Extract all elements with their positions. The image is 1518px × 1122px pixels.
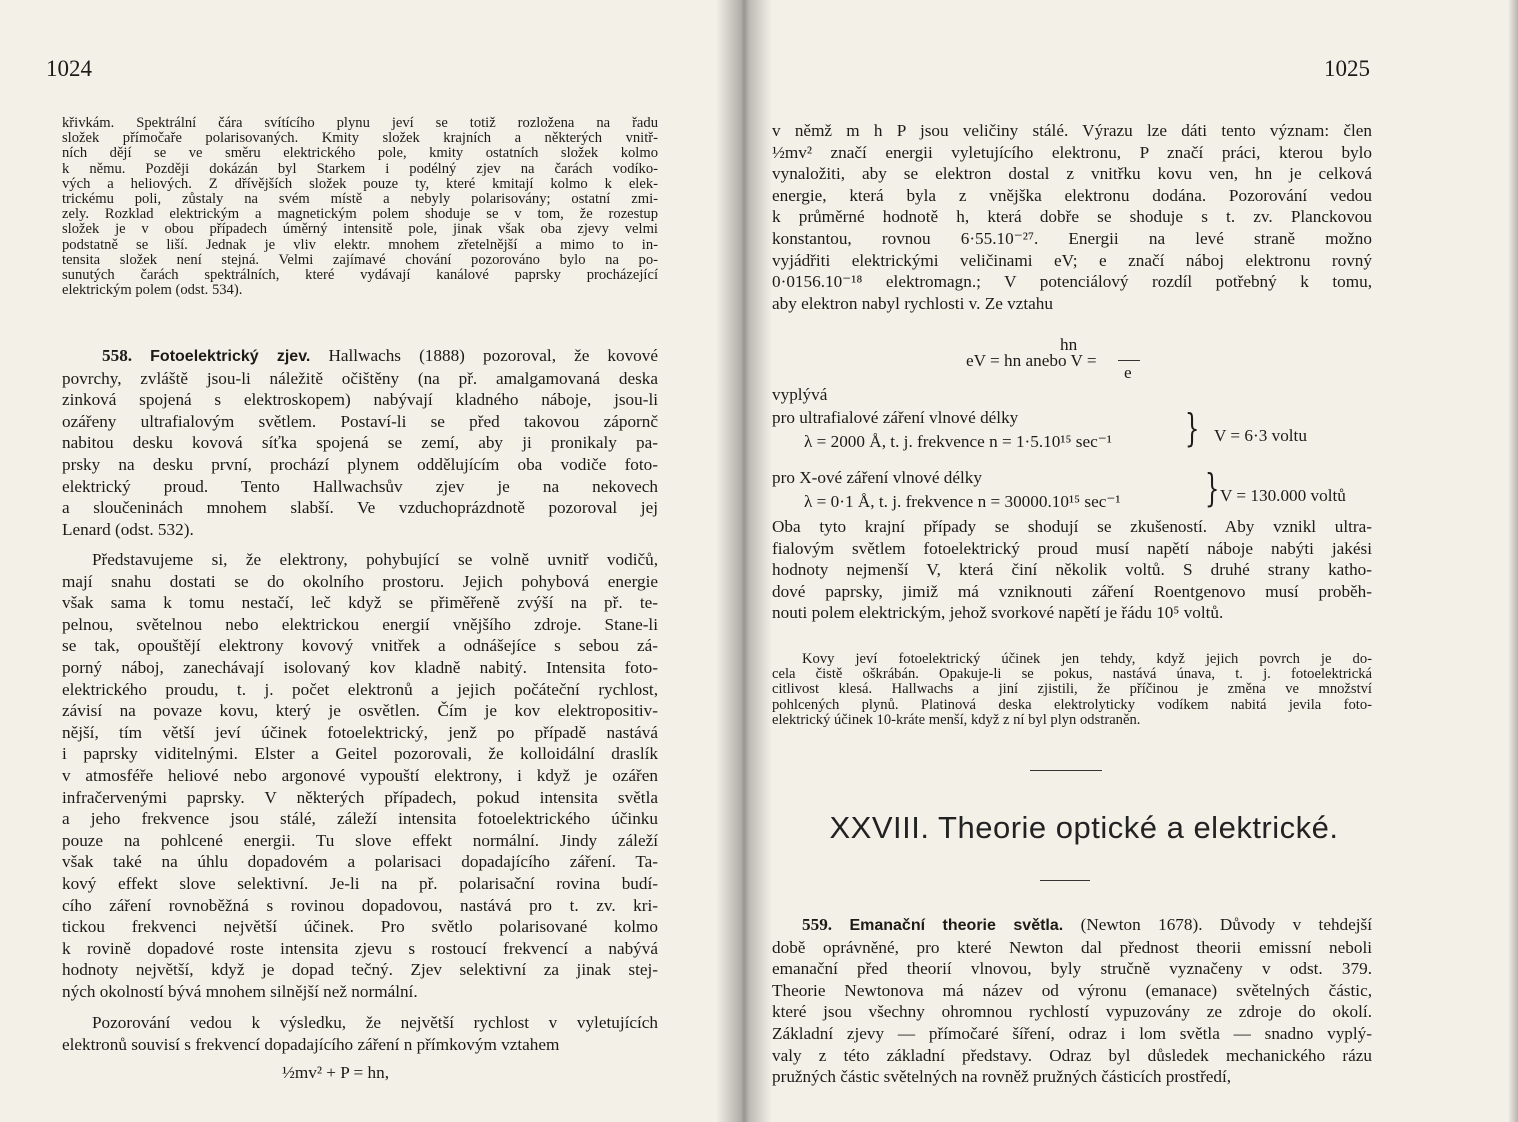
text-line: elektrický účinek 10-kráte menší, když z ní byl plyn odstraněn. xyxy=(772,711,1141,728)
text-line: dové paprsky, jimiž má vzniknouti záření Roentgenovo musí proběh- xyxy=(772,581,1372,601)
text-line: a jeho frekvence jsou stálé, záleží intensita fotoelektrického účinku xyxy=(62,809,658,829)
text-line: zinková spojená s elektroskopem) nabývají kladného náboje, jsou-li xyxy=(62,390,658,410)
text-line: infračervenými paprsky. V některých případech, pokud intensita světla xyxy=(62,787,658,807)
text-line: 0·0156.10⁻¹⁸ elektromagn.; V potenciálový rozdíl potřebný k tomu, xyxy=(772,272,1372,292)
footnote-block xyxy=(772,652,1372,728)
text-line: hodnoty největší, když je dopad tečný. Zjev selektivní za jinak stej- xyxy=(62,960,658,980)
text-line: emanační před theorií vlnovou, byly stručně vyznačeny v odst. 379. xyxy=(772,959,1372,979)
text-line: podstatně se liší. Jednak je vliv elektr. mnohem zřetelnější a mimo to in- xyxy=(62,236,658,253)
page-number-right: 1025 xyxy=(1324,56,1370,81)
text-line: prsky na desku první, prochází plynem oddělujícím oba vodiče foto- xyxy=(62,454,658,474)
text-line: ných okolností bývá mnohem silnější než normální. xyxy=(62,981,418,1001)
xray-result: V = 130.000 voltů xyxy=(1220,486,1346,505)
text-line: době oprávněné, pro které Newton dal přednost theorii emissní neboli xyxy=(772,937,1372,957)
left-formula: ½mv² + P = hn, xyxy=(282,1063,389,1082)
section-558-body xyxy=(62,368,658,541)
text-line: aby elektron nabyl rychlosti v. Ze vztahu xyxy=(772,293,1053,313)
eq-numerator: hn xyxy=(1060,335,1078,354)
text-line: Kovy jeví fotoelektrický účinek jen tehdy, když jejich povrch je do- xyxy=(802,651,1372,667)
text-line: valy z této základní představy. Odraz byl důsledek mechanického rázu xyxy=(772,1045,1372,1065)
text-line: cího záření rovnoběžná s rovinou dopadovou, nastává pro t. zv. kri- xyxy=(62,895,658,915)
text-line: nější, tím větší jeví účinek fotoelektrický, jenž po případě nastává xyxy=(62,722,658,742)
left-paragraph-4 xyxy=(62,1012,658,1055)
text-line: k průměrné hodnotě h, která dobře se shoduje s t. zv. Planckovou xyxy=(772,207,1372,227)
left-page xyxy=(0,0,744,1122)
section-559-number: 559. xyxy=(802,915,833,934)
section-559-first-line: (Newton 1678). Důvody v tehdejší xyxy=(1080,915,1373,934)
section-559-body xyxy=(772,937,1372,1088)
right-paragraph-2 xyxy=(772,516,1372,624)
text-line: složek přímočaře polarisovaných. Kmity složek krajních a některých vnitř- xyxy=(62,130,658,147)
divider-top xyxy=(1030,770,1102,771)
text-line: však sama k tomu nestačí, leč když se přiměřeně zvýší na př. te- xyxy=(62,593,658,613)
eq-denominator: e xyxy=(1124,363,1132,382)
text-line: kový effekt slove selektivní. Je-li na př. polarisační rovina budí- xyxy=(62,873,658,893)
text-line: elektrickým polem (odst. 534). xyxy=(62,282,243,299)
text-line: porný náboj, zanechávají isolovaný kov kladně nabitý. Intensita foto- xyxy=(62,657,658,677)
text-line: povrchy, zvláště jsou-li náležitě očištěny (na př. amalgamovaná deska xyxy=(62,368,658,388)
text-line: pohlcených plynů. Platinová deska elektrolyticky vodíkem nabitá jevila foto- xyxy=(772,696,1372,713)
section-559-heading xyxy=(772,914,1372,937)
xray-label: pro X-ové záření vlnové délky xyxy=(772,468,982,487)
right-paragraph-1 xyxy=(772,120,1372,314)
text-line: nouti polem elektrickým, jehož svorkové napětí je řádu 10⁵ voltů. xyxy=(772,603,1224,623)
text-line: pružných částic světelných na rovněž pružných částicích prostředí, xyxy=(772,1067,1232,1087)
left-paragraph-1 xyxy=(62,116,658,298)
text-line: se tak, opouštějí elektrony kovový vnitřek a odnášejíce s sebou zá- xyxy=(62,636,658,656)
text-line: vynaložiti, aby se elektron dostal z vnitřku kovu ven, hn je celková xyxy=(772,164,1372,184)
text-line: Lenard (odst. 532). xyxy=(62,519,194,539)
divider-bottom xyxy=(1040,880,1090,881)
text-line: elektrického proudu, t. j. počet elektronů a jejich počáteční rychlost, xyxy=(62,679,658,699)
text-line: energie, která byla z vnějška elektronu dodána. Pozorování vedou xyxy=(772,185,1372,205)
text-line: k rovině dopadové roste intensita zjevu s rostoucí frekvencí a nabývá xyxy=(62,938,658,958)
vyplyva-text: vyplývá xyxy=(772,385,828,404)
uv-label: pro ultrafialové záření vlnové délky xyxy=(772,408,1019,427)
section-558-title: Fotoelektrický zjev. xyxy=(150,348,311,365)
section-559-title: Emanační theorie světla. xyxy=(849,917,1064,934)
chapter-title: XXVIII. Theorie optické a elektrické. xyxy=(829,810,1339,845)
text-line: složek je v obou případech úměrný intensitě pole, jinak však oba zjevy velmi xyxy=(62,221,658,238)
text-line: vých a heliových. Z dřívějších složek pouze ty, které kmitají kolmo k elek- xyxy=(62,175,658,192)
text-line: vyjádřiti elektrickými veličinami eV; e značí náboj elektronu rovný xyxy=(772,250,1372,270)
text-line: pouze na pohlcené energii. Tu slove effekt normální. Jindy záleží xyxy=(62,830,658,850)
text-line: a sloučeninách mnohem slabší. Ve vzduchoprázdnotě pozoroval jej xyxy=(62,498,658,518)
section-558-first-line: Hallwachs (1888) pozoroval, že kovové xyxy=(328,346,658,365)
text-line: Theorie Newtonova má název od výronu (emanace) světelných částic, xyxy=(772,980,1372,1000)
section-558 xyxy=(62,345,658,540)
text-line: Představujeme si, že elektrony, pohybující se volně uvnitř vodičů, xyxy=(92,550,658,569)
text-line: Základní zjevy — přímočaré šíření, odraz i lom světla — snadno vyplý- xyxy=(772,1023,1372,1043)
text-line: fialovým světlem fotoelektrický proud musí napětí náboje nabýti jakési xyxy=(772,538,1372,558)
text-line: tensita složek není stejná. Velmi zajímavé chování pozorováno bylo na po- xyxy=(62,251,658,268)
text-line: cela čistě oškrábán. Opakuje-li se pokus, nastává únava, t. j. fotoelektrická xyxy=(772,666,1372,683)
text-line: tickou frekvenci největší účinek. Pro světlo polarisované kolmo xyxy=(62,917,658,937)
text-line: však také na úhlu dopadovém a polarisaci dopadajícího záření. Ta- xyxy=(62,852,658,872)
text-line: zely. Rozklad elektrickým a magnetickým polem shoduje se v tom, že rozestup xyxy=(62,206,658,223)
text-line: křivkám. Spektrální čára svítícího plynu jeví se totiž rozložena na řadu xyxy=(62,115,658,131)
xray-brace: } xyxy=(1204,466,1220,510)
text-line: elektrický proud. Tento Hallwachsův zjev je na nekovech xyxy=(62,476,658,496)
eq-fraction-bar xyxy=(1118,360,1140,361)
xray-values: λ = 0·1 Å, t. j. frekvence n = 30000.10¹⁵ sec⁻¹ xyxy=(804,492,1121,511)
page-edge-shadow xyxy=(1508,0,1518,1122)
text-line: ozářeny ultrafialovým světlem. Postaví-li se před takovou zápornč xyxy=(62,411,658,431)
text-line: které jsou všechny ohromnou rychlostí vypuzovány ze zdroje do okolí. xyxy=(772,1002,1372,1022)
uv-values: λ = 2000 Å, t. j. frekvence n = 1·5.10¹⁵ sec⁻¹ xyxy=(804,432,1112,451)
left-paragraph-3 xyxy=(62,549,658,1002)
text-line: pelnou, světelnou nebo elektrickou energií vnějšího zdroje. Stane-li xyxy=(62,614,658,634)
page-number-left: 1024 xyxy=(46,56,92,81)
section-558-heading xyxy=(62,345,658,368)
text-line: hodnoty nejmenší V, která činí několik voltů. S druhé strany katho- xyxy=(772,560,1372,580)
text-line: citlivost klesá. Hallwachs a jiní zjistili, že příčinou je změna ve množství xyxy=(772,681,1372,698)
section-558-number: 558. xyxy=(102,346,133,365)
text-line: v němž m h P jsou veličiny stálé. Výrazu lze dáti tento význam: člen xyxy=(772,121,1372,140)
section-559 xyxy=(772,914,1372,1088)
text-line: Pozorování vedou k výsledku, že největší rychlost v vyletujících xyxy=(92,1013,658,1032)
text-line: Oba tyto krajní případy se shodují se zkušeností. Aby vznikl ultra- xyxy=(772,517,1372,536)
right-page xyxy=(744,0,1518,1122)
text-line: konstantou, rovnou 6·55.10⁻²⁷. Energii na levé straně možno xyxy=(772,228,1372,248)
text-line: sunutých čarách spektrálních, které vydávají kanálové paprsky procházející xyxy=(62,267,658,284)
text-line: ½mv² značí energii vyletujícího elektronu, P značí práci, kterou bylo xyxy=(772,142,1372,162)
text-line: závisí na povaze kovu, který je osvětlen. Čím je kov elektropositiv- xyxy=(62,701,658,721)
uv-brace: } xyxy=(1184,406,1200,450)
uv-result: V = 6·3 voltu xyxy=(1214,426,1307,445)
text-line: k němu. Později dokázán byl Starkem i podélný zjev na čarách vodíko- xyxy=(62,160,658,177)
text-line: ních dějí se ve směru elektrického pole, kmity ostatních složek kolmo xyxy=(62,145,658,162)
text-line: i paprsky viditelnými. Elster a Geitel pozorovali, že kolloidální draslík xyxy=(62,744,658,764)
text-line: trickému poli, zůstaly na svém místě a nebyly polarisovány; ostatní zmi- xyxy=(62,191,658,208)
text-line: elektronů souvisí s frekvencí dopadajícího záření n přímkovým vztahem xyxy=(62,1034,560,1054)
text-line: v atmosféře heliové nebo argonové vypouští elektrony, i když je ozářen xyxy=(62,765,658,785)
text-line: mají snahu dostati se do okolního prostoru. Jejich pohybová energie xyxy=(62,571,658,591)
book-gutter xyxy=(716,0,772,1122)
text-line: nabitou desku kovová síťka spojená se zemí, aby ji pronikaly pa- xyxy=(62,433,658,453)
eq-left: eV = hn anebo V = xyxy=(966,351,1097,370)
